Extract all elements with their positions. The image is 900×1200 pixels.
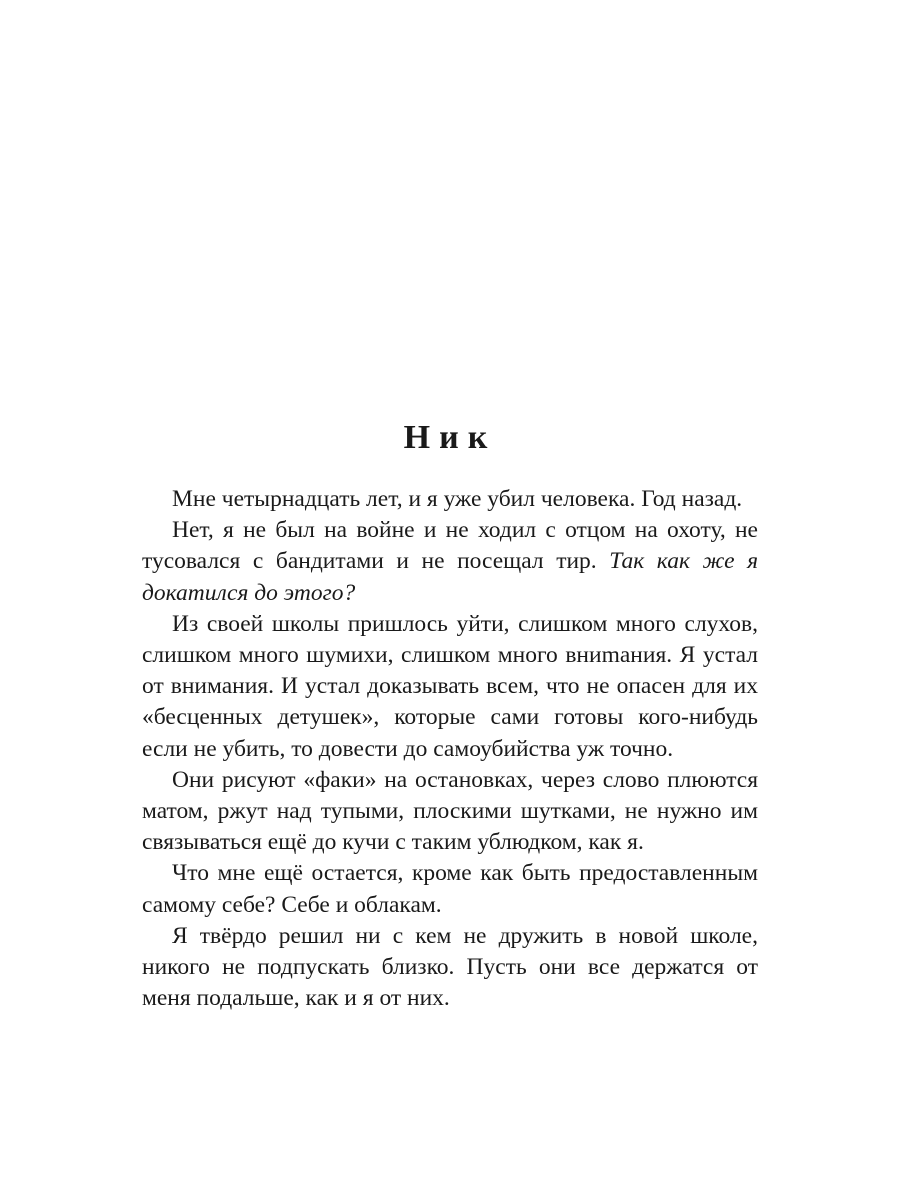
paragraph-1 <box>142 484 758 515</box>
paragraph-6 <box>142 921 758 1015</box>
paragraph-2-italic: Так как же я докатился до этого? <box>142 548 758 606</box>
paragraph-4 <box>142 765 758 859</box>
paragraph-6-text: Я твёрдо решил ни с кем не дружить в новой школе, никого не подпускать близко. Пусть они все держатся от меня подальше, как и я от них. <box>142 922 758 1012</box>
body-text <box>142 484 758 1014</box>
paragraph-4-text: Они рисуют «факи» на остановках, через слово плюются матом, ржут над тупыми, плоскими шутками, не нужно им связываться ещё до кучи с таким ублюдком, как я. <box>142 766 758 856</box>
paragraph-5 <box>142 858 758 920</box>
paragraph-2-text: Нет, я не был на войне и не ходил с отцом на охоту, не тусовался с бандитами и не посещал тир. <box>142 517 758 575</box>
paragraph-3-text: Из своей школы пришлось уйти, слишком много слухов, слишком много шумихи, слишком много вниmания. Я устал от внимания. И устал доказывать всем, что не опасен для их «бесценных детушек», которые сами готовы кого-нибудь если не убить, то довести до самоубийства уж точно. <box>142 610 758 762</box>
chapter-title: Ник <box>403 419 497 456</box>
paragraph-5-text: Что мне ещё остается, кроме как быть предоставленным самому себе? Себе и облакам. <box>142 860 758 918</box>
paragraph-2 <box>142 515 758 609</box>
paragraph-3 <box>142 609 758 765</box>
paragraph-1-text: Мне четырнадцать лет, и я уже убил человека. Год назад. <box>172 486 743 512</box>
